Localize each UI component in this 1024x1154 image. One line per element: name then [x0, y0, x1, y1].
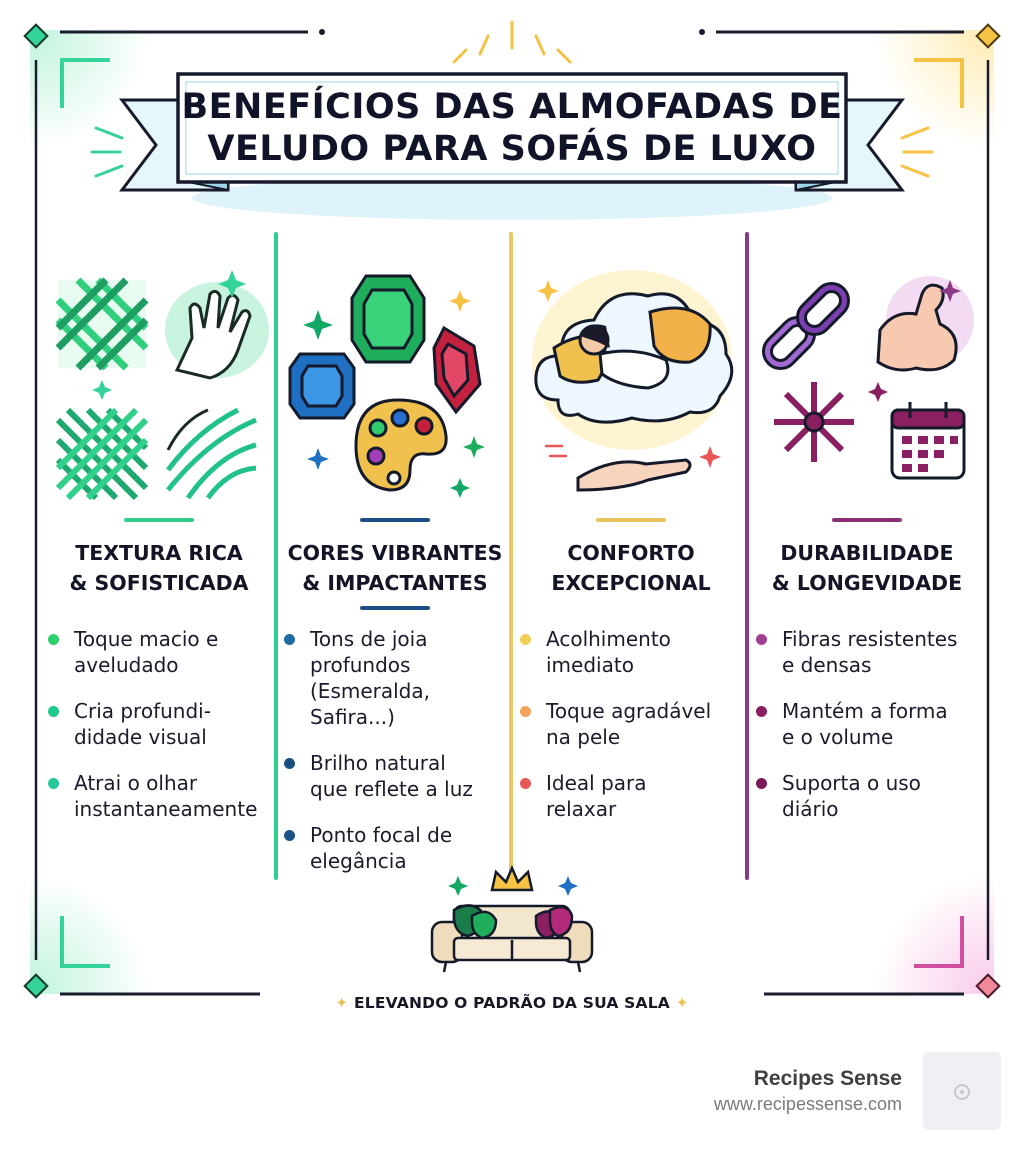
- bullet-dot: [284, 830, 295, 841]
- bullet-list: [514, 626, 754, 842]
- brand-watermark: [714, 1066, 902, 1116]
- bullet-item: [278, 750, 518, 802]
- title-line-2: VELUDO PARA SOFÁS DE LUXO: [207, 129, 817, 169]
- bullet-text: Toque macio e: [74, 627, 219, 651]
- bullet-text: Acolhimento: [546, 627, 671, 651]
- bullet-list: [750, 626, 990, 842]
- bullet-dot: [48, 706, 59, 717]
- bullet-text: Suporta o uso: [782, 771, 921, 795]
- bullet-item: [750, 626, 990, 678]
- bullet-text: que reflete a luz: [310, 777, 473, 801]
- bullet-text: Fibras resistentes: [782, 627, 958, 651]
- bullet-text: (Esmeralda,: [310, 679, 430, 703]
- bullet-item: [42, 698, 282, 750]
- bullet-dot: [756, 778, 767, 789]
- column-accent-bar: [124, 518, 194, 522]
- benefit-column-texture: [42, 232, 276, 882]
- cloud-pillows-rest-icon: [514, 250, 748, 500]
- heading-line-1: DURABILIDADE: [780, 541, 954, 565]
- title-line-1: BENEFÍCIOS DAS ALMOFADAS DE: [181, 87, 843, 127]
- column-heading: [42, 538, 276, 598]
- bullet-text: Cria profundi-: [74, 699, 211, 723]
- bullet-text: Tons de joia: [310, 627, 428, 651]
- bullet-dot: [284, 758, 295, 769]
- bullet-text: aveludado: [74, 653, 179, 677]
- bullet-text: Brilho natural: [310, 751, 446, 775]
- bullet-dot: [48, 634, 59, 645]
- bullet-text: profundos: [310, 653, 411, 677]
- bullet-text: instantaneamente: [74, 797, 258, 821]
- heading-line-1: TEXTURA RICA: [75, 541, 243, 565]
- bullet-text: didade visual: [74, 725, 207, 749]
- bullet-dot: [756, 634, 767, 645]
- bullet-dot: [48, 778, 59, 789]
- bullet-dot: [520, 706, 531, 717]
- bullet-text: elegância: [310, 849, 407, 873]
- bullet-text: Mantém a forma: [782, 699, 948, 723]
- column-heading: [514, 538, 748, 598]
- brand-name: Recipes Sense: [753, 1067, 902, 1090]
- velvet-texture-hand-icon: [42, 250, 276, 500]
- bullet-text: e densas: [782, 653, 872, 677]
- bullet-dot: [284, 634, 295, 645]
- bullet-item: [42, 770, 282, 822]
- bullet-item: [42, 626, 282, 678]
- brand-logo-icon: [923, 1052, 1001, 1130]
- footer-tagline-text: ELEVANDO O PADRÃO DA SUA SALA: [353, 994, 671, 1012]
- sparkle-left-icon: ✦: [335, 994, 354, 1012]
- bullet-text: relaxar: [546, 797, 617, 821]
- bullet-dot: [520, 778, 531, 789]
- column-accent-bar-bottom: [360, 606, 430, 610]
- bullet-text: na pele: [546, 725, 621, 749]
- bullet-text: Toque agradável: [546, 699, 712, 723]
- heading-line-2: EXCEPCIONAL: [551, 571, 711, 595]
- bullet-text: diário: [782, 797, 839, 821]
- bullet-item: [750, 770, 990, 822]
- bullet-item: [514, 770, 754, 822]
- luxury-sofa-crown-icon: [418, 860, 606, 980]
- benefit-column-durability: [750, 232, 984, 882]
- heading-line-2: & LONGEVIDADE: [771, 571, 963, 595]
- bullet-item: [278, 626, 518, 730]
- bullet-item: [750, 698, 990, 750]
- heading-line-1: CORES VIBRANTES: [287, 541, 503, 565]
- heading-line-2: & SOFISTICADA: [69, 571, 249, 595]
- bullet-item: [514, 626, 754, 678]
- chain-muscle-calendar-icon: [750, 250, 984, 500]
- footer-tagline: [330, 994, 694, 1012]
- bullet-dot: [756, 706, 767, 717]
- heading-line-2: & IMPACTANTES: [302, 571, 488, 595]
- benefit-column-comfort: [514, 232, 748, 882]
- bullet-text: e o volume: [782, 725, 894, 749]
- bullet-text: Ponto focal de: [310, 823, 453, 847]
- column-accent-bar: [596, 518, 666, 522]
- bullet-dot: [520, 634, 531, 645]
- bullet-text: imediato: [546, 653, 634, 677]
- column-heading: [750, 538, 984, 598]
- column-accent-bar: [360, 518, 430, 522]
- bullet-item: [514, 698, 754, 750]
- brand-url[interactable]: www.recipessense.com: [713, 1094, 902, 1114]
- bullet-text: Ideal para: [546, 771, 647, 795]
- benefit-column-colors: [278, 232, 512, 882]
- heading-line-1: CONFORTO: [567, 541, 695, 565]
- bullet-text: Atrai o olhar: [74, 771, 198, 795]
- column-accent-bar: [832, 518, 902, 522]
- gems-palette-icon: [278, 250, 512, 500]
- column-heading: [278, 538, 512, 598]
- title-banner: [178, 74, 846, 182]
- sparkle-right-icon: ✦: [670, 994, 689, 1012]
- bullet-list: [278, 626, 518, 894]
- bullet-list: [42, 626, 282, 842]
- bullet-text: Safira...): [310, 705, 395, 729]
